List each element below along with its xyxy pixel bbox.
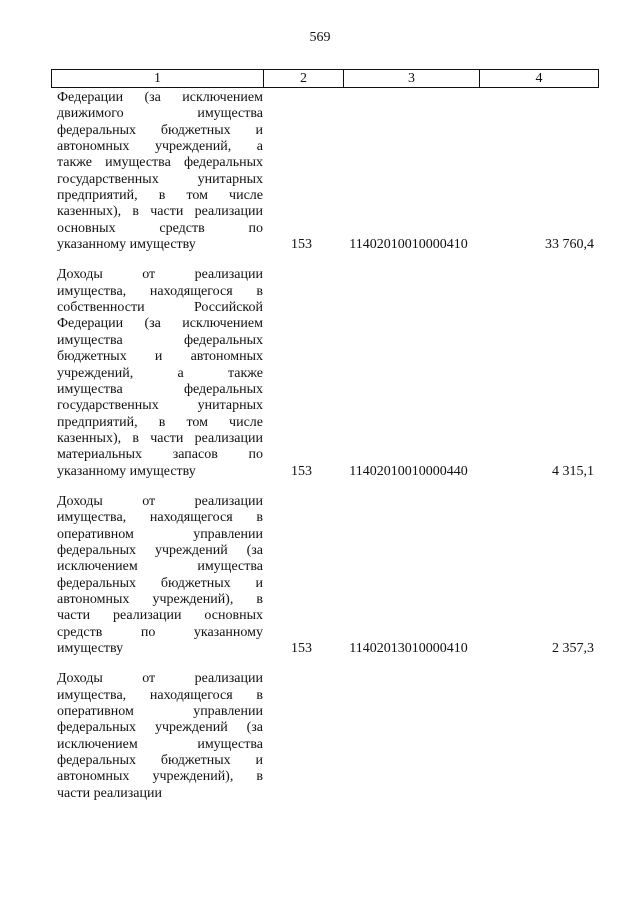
description-line: Доходы от реализации <box>57 267 263 283</box>
description-line: оперативном управлении <box>57 704 263 720</box>
row-admin-code: 153 <box>291 641 312 656</box>
description-line: предприятий, в том числе <box>57 414 263 430</box>
row-budget-code: 11402010010000440 <box>349 463 468 479</box>
description-line: казенных), в части реализации <box>57 204 263 220</box>
description-line: федеральных бюджетных и <box>57 753 263 769</box>
description-line: имущества федеральных <box>57 332 263 348</box>
description-line: федеральных учреждений (за <box>57 542 263 558</box>
row-admin-code: 153 <box>291 463 312 479</box>
description-line: федеральных учреждений (за <box>57 720 263 736</box>
description-line: имуществу <box>57 641 124 656</box>
description-line: автономных учреждений), в <box>57 591 263 607</box>
description-line: казенных), в части реализации <box>57 430 263 446</box>
description-line: государственных унитарных <box>57 171 263 187</box>
description-line: оперативном управлении <box>57 526 263 542</box>
header-col-1: 1 <box>52 70 264 88</box>
row-amount: 2 357,3 <box>552 641 594 656</box>
description-line: учреждений, а также <box>57 365 263 381</box>
description-line: федеральных бюджетных и <box>57 122 263 138</box>
description-line: указанному имуществу <box>57 463 196 479</box>
description-line: автономных учреждений, а <box>57 139 263 155</box>
table-body <box>51 90 594 816</box>
description-line: собственности Российской <box>57 300 263 316</box>
header-col-4: 4 <box>480 70 599 88</box>
description-line: материальных запасов по <box>57 447 263 463</box>
row-amount: 33 760,4 <box>545 237 594 253</box>
header-col-2: 2 <box>264 70 344 88</box>
description-line: исключением имущества <box>57 559 263 575</box>
table-row <box>51 267 594 479</box>
page-number: 569 <box>309 30 331 45</box>
description-line: автономных учреждений), в <box>57 769 263 785</box>
header-col-3: 3 <box>344 70 480 88</box>
description-line: основных средств по <box>57 220 263 236</box>
row-description <box>57 494 263 657</box>
description-line: указанному имуществу <box>57 237 196 253</box>
table-row <box>51 90 594 253</box>
row-amount: 4 315,1 <box>552 463 594 479</box>
row-budget-code: 11402013010000410 <box>349 641 468 656</box>
row-description <box>57 267 263 479</box>
description-line: федеральных бюджетных и <box>57 575 263 591</box>
row-budget-code: 11402010010000410 <box>349 237 468 253</box>
description-line: средств по указанному <box>57 624 263 640</box>
description-line: Доходы от реализации <box>57 493 263 509</box>
row-description <box>57 671 263 802</box>
row-description <box>57 90 263 253</box>
description-line: части реализации <box>57 785 162 801</box>
table-row <box>51 494 594 657</box>
description-line: имущества федеральных <box>57 381 263 397</box>
description-line: бюджетных и автономных <box>57 349 263 365</box>
description-line: также имущества федеральных <box>57 155 263 171</box>
description-line: предприятий, в том числе <box>57 188 263 204</box>
description-line: движимого имущества <box>57 106 263 122</box>
description-line: имущества, находящегося в <box>57 510 263 526</box>
description-line: Доходы от реализации <box>57 671 263 687</box>
description-line: имущества, находящегося в <box>57 283 263 299</box>
table-header <box>51 69 599 88</box>
description-line: государственных унитарных <box>57 398 263 414</box>
row-admin-code: 153 <box>291 237 312 253</box>
table-row <box>51 671 594 802</box>
description-line: Федерации (за исключением <box>57 90 263 105</box>
description-line: части реализации основных <box>57 608 263 624</box>
description-line: имущества, находящегося в <box>57 687 263 703</box>
description-line: исключением имущества <box>57 736 263 752</box>
description-line: Федерации (за исключением <box>57 316 263 332</box>
